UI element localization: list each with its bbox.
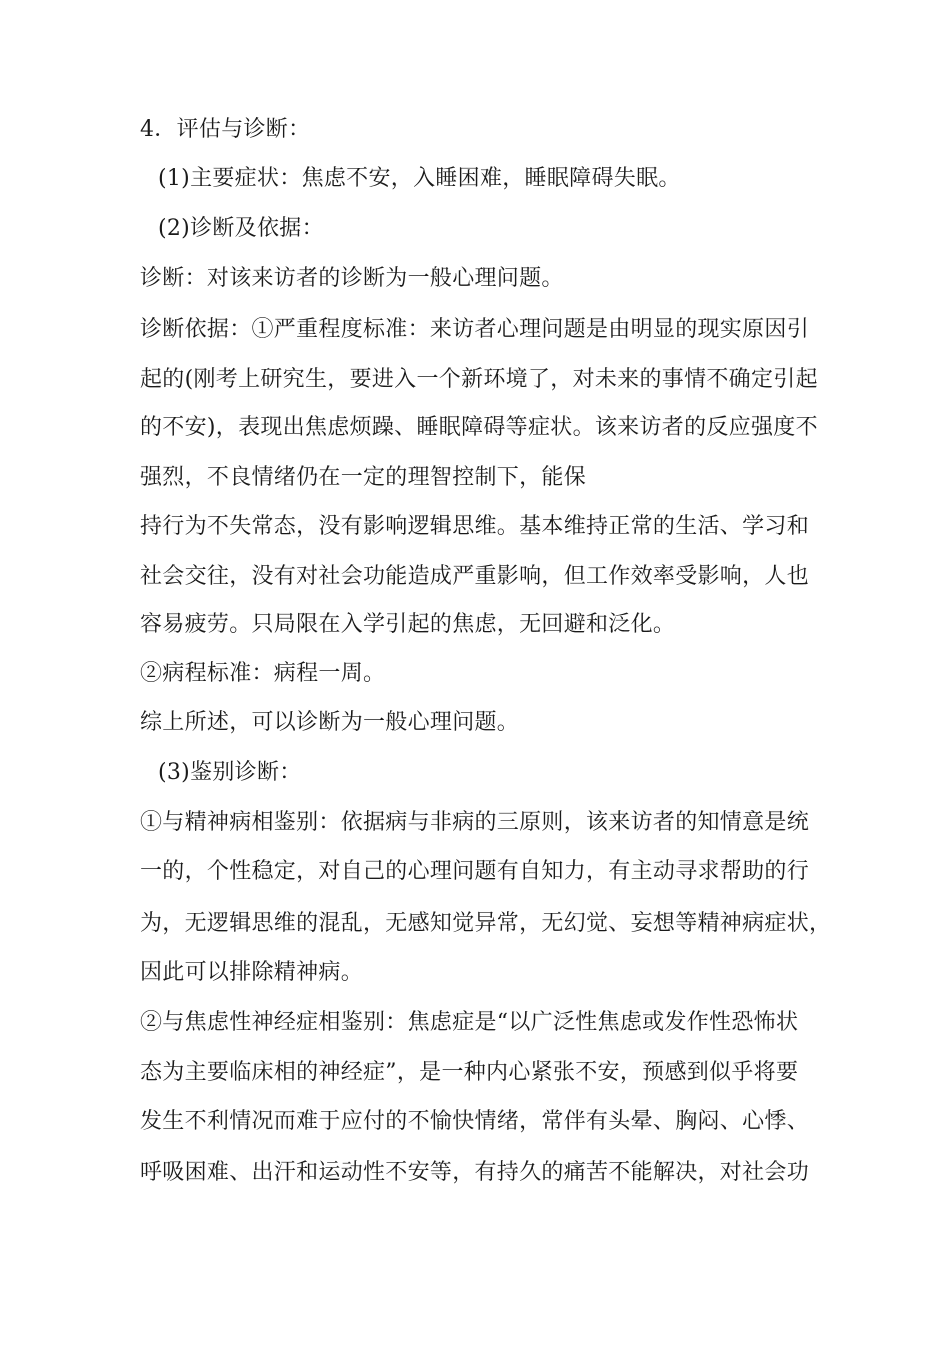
section-heading: 4．评估与诊断：: [140, 117, 311, 142]
subheading-diagnosis-basis: (2)诊断及依据：: [158, 216, 324, 241]
paragraph-line: ①与精神病相鉴别：依据病与非病的三原则，该来访者的知情意是统: [140, 810, 810, 835]
paragraph-line: 起的(刚考上研究生，要进入一个新环境了，对未来的事情不确定引起: [140, 367, 818, 392]
paragraph-line: 容易疲劳。只局限在入学引起的焦虑，无回避和泛化。: [140, 612, 676, 637]
paragraph-line: 一的，个性稳定，对自己的心理问题有自知力，有主动寻求帮助的行: [140, 859, 810, 884]
paragraph-line: 诊断：对该来访者的诊断为一般心理问题。: [140, 266, 564, 291]
paragraph-line: 诊断依据：①严重程度标准：来访者心理问题是由明显的现实原因引: [140, 317, 810, 342]
paragraph-line: 强烈，不良情绪仍在一定的理智控制下，能保: [140, 465, 587, 490]
paragraph-line: 持行为不失常态，没有影响逻辑思维。基本维持正常的生活、学习和: [140, 514, 810, 539]
paragraph-line: 综上所述，可以诊断为一般心理问题。: [140, 710, 520, 735]
paragraph-line: 为，无逻辑思维的混乱，无感知觉异常，无幻觉、妄想等精神病症状，: [140, 911, 832, 936]
paragraph-line: 呼吸困难、出汗和运动性不安等，有持久的痛苦不能解决，对社会功: [140, 1160, 810, 1185]
paragraph-line: ②与焦虑性神经症相鉴别：焦虑症是“以广泛性焦虑或发作性恐怖状: [140, 1010, 799, 1035]
paragraph-line: ②病程标准：病程一周。: [140, 661, 386, 686]
paragraph-line: 发生不利情况而难于应付的不愉快情绪，常伴有头晕、胸闷、心悸、: [140, 1109, 810, 1134]
paragraph-line: 的不安)，表现出焦虑烦躁、睡眠障碍等症状。该来访者的反应强度不: [140, 415, 818, 440]
paragraph-line: 态为主要临床相的神经症”，是一种内心紧张不安，预感到似乎将要: [140, 1060, 799, 1085]
paragraph-line: 因此可以排除精神病。: [140, 960, 364, 985]
subheading-differential-diagnosis: (3)鉴别诊断：: [158, 760, 302, 785]
paragraph-line: 社会交往，没有对社会功能造成严重影响，但工作效率受影响，人也: [140, 564, 810, 589]
subheading-main-symptoms: (1)主要症状：焦虑不安，入睡困难，睡眠障碍失眠。: [158, 166, 681, 191]
